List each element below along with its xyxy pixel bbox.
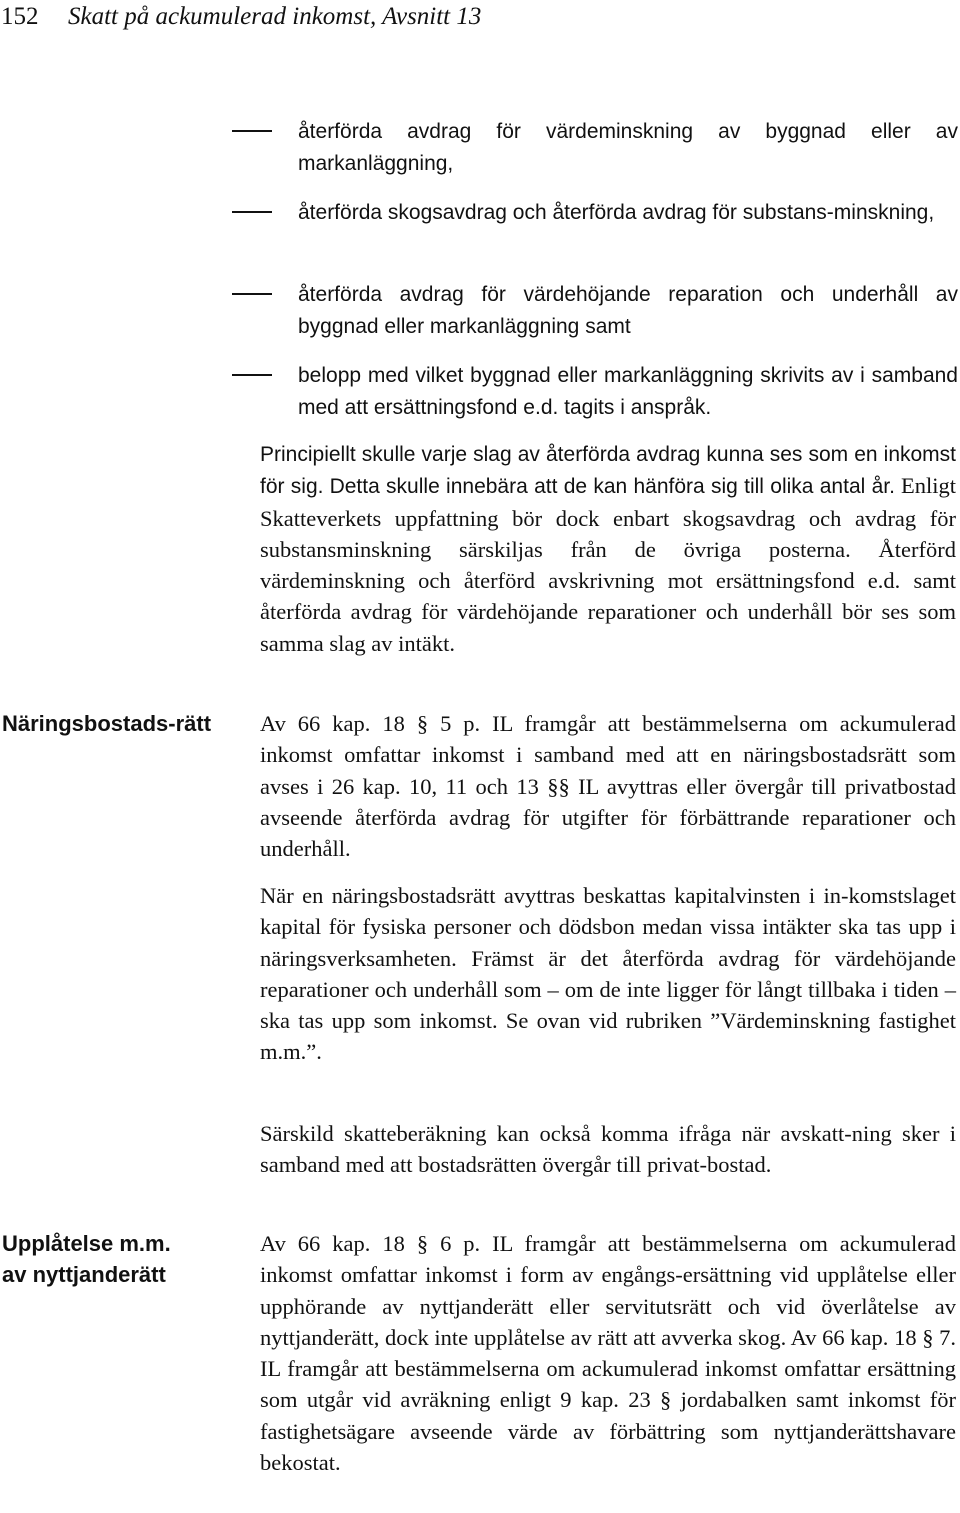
list-item [232,197,958,229]
dash-bullet-icon [232,374,272,376]
sentence: Enligt Skatteverkets uppfattning bör dock enbart skogsavdrag och avdrag för substansminskning särskiljas från de övriga posterna. [260,473,957,562]
dash-bullet-icon [232,211,272,213]
paragraph-nyttjanderatt: Av 66 kap. 18 § 6 p. IL framgår att bestämmelserna om ackumulerad inkomst omfattar inkomst i form av engångs-ersättning vid upplåtelse eller upphörande av nyttjanderätt eller servitutsrätt och vid överlåtelse av nyttjanderätt, dock inte upplåtelse av rätt att avverka skog. Av 66 kap. 18 § 7. IL framgår att bestämmelserna om ackumulerad inkomst omfattar ersättning som utgår vid avräkning enligt 9 kap. 23 § jordabalken samt inkomst för fastighetsägare avseende värde av förbättring som nyttjanderättshavare bekostat. [260,1231,956,1476]
paragraph-naringsbostadsratt: Av 66 kap. 18 § 5 p. IL framgår att bestämmelserna om ackumulerad inkomst omfattar inkomst i samband med att en näringsbostadsrätt som avses i 26 kap. 10, 11 och 13 §§ IL avyttras eller övergår till privatbostad avseende återförda avdrag för utgifter för förbättrande reparationer och underhåll. [260,711,956,862]
paragraph-sarskild-skatteberakning: Särskild skatteberäkning kan också komma ifråga när avskatt-ning sker i samband med att bostadsrätten övergår till privat-bostad. [260,1121,956,1178]
margin-heading-naringsbostadsratt: Näringsbostads-rätt [2,711,212,736]
paragraph-kapitalvinst: När en näringsbostadsrätt avyttras beskattas kapitalvinsten i in-komstslaget kapital för fysiska personer och dödsbon medan vissa intäkter ska tas upp i näringsverksamheten. Främst är det återförda avdrag för värdehöjande reparationer och underhåll som – om de inte ligger för långt tillbaka i tiden – ska tas upp som inkomst. Se ovan vid rubriken ”Värdeminskning fastighet m.m.”. [260,883,956,1065]
paragraph-principle [260,438,956,659]
list-item-text: återförda skogsavdrag och återförda avdrag för substans-minskning, [298,201,935,224]
sentence: Principiellt skulle varje slag av återförda avdrag kunna ses som en inkomst för sig. [260,443,956,499]
list-item-text: återförda avdrag för värdeminskning av byggnad eller av markanläggning, [298,120,958,175]
dash-bullet-icon [232,130,272,132]
page-header [0,0,960,40]
list-item [232,279,958,343]
running-title: Skatt på ackumulerad inkomst, Avsnitt 13 [68,3,482,30]
list-item-text: återförda avdrag för värdehöjande reparation och underhåll av byggnad eller markanläggning samt [298,283,958,338]
sentence: Detta skulle innebära att de kan hänföra sig till olika antal år. [329,475,895,499]
list-item [232,116,958,180]
page-number: 152 [1,3,39,30]
list-item [232,360,958,424]
sentence: Återförd värdeminskning och återförd avskrivning mot ersättningsfond e.d. samt återförda avdrag för värdehöjande reparationer och underhåll bör ses som samma slag av intäkt. [260,536,957,656]
margin-heading-upplatelse [2,1228,222,1290]
dash-bullet-icon [232,293,272,295]
margin-heading-line: Upplåtelse m.m. [2,1231,171,1256]
list-item-text: belopp med vilket byggnad eller markanläggning skrivits av i samband med att ersättningsfond e.d. tagits i anspråk. [298,364,958,419]
margin-heading-line: av nyttjanderätt [2,1262,166,1287]
